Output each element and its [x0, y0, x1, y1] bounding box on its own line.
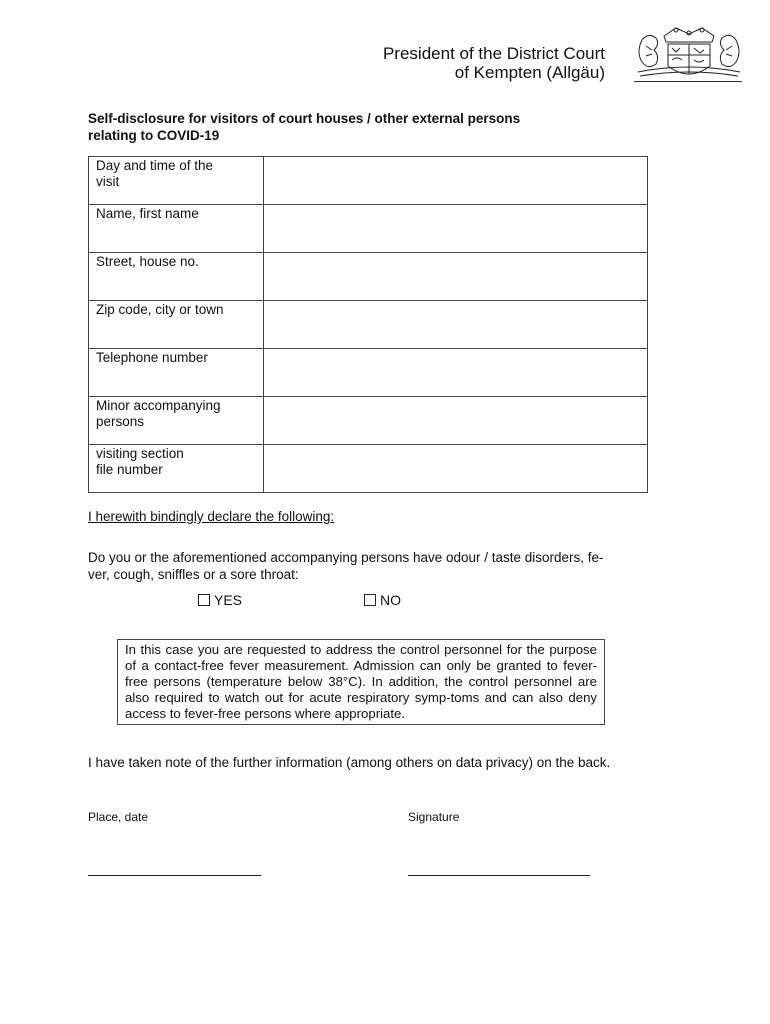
yes-checkbox[interactable] — [198, 594, 210, 606]
zip-city-field[interactable] — [264, 301, 648, 349]
table-row — [89, 445, 648, 493]
signature-label: Signature — [408, 810, 460, 824]
place-date-line[interactable] — [88, 875, 261, 876]
signature-line[interactable] — [408, 875, 590, 876]
yes-label: YES — [214, 592, 243, 608]
field-label: Minor accompanying persons — [89, 397, 264, 445]
header-line-1: President of the District Court — [382, 44, 605, 63]
question-line-1: Do you or the aforementioned accompanying persons have odour / taste disorders, fe- — [88, 550, 604, 565]
header-line-2: of Kempten (Allgäu) — [454, 63, 605, 82]
field-label: visiting section file number — [89, 445, 264, 493]
declaration-heading: I herewith bindingly declare the following: — [88, 509, 335, 524]
privacy-note: I have taken note of the further information (among others on data privacy) on the back. — [88, 755, 611, 770]
table-row — [89, 157, 648, 205]
title-line-2: relating to COVID-19 — [88, 128, 220, 143]
yes-option[interactable] — [198, 592, 242, 608]
fever-notice-box: In this case you are requested to address the control personnel for the purpose of a contact-free fever measurement. Admission can only be granted to fever-free persons (temperature below 38°C). In addition, the control personnel are also required to watch out for acute respiratory symp-toms and can also deny access to fever-free persons where appropriate. — [117, 639, 605, 725]
title-line-1: Self-disclosure for visitors of court houses / other external persons — [88, 111, 521, 126]
table-row — [89, 349, 648, 397]
field-label: Zip code, city or town — [89, 301, 264, 349]
field-label: Name, first name — [89, 205, 264, 253]
telephone-field[interactable] — [264, 349, 648, 397]
file-number-field[interactable] — [264, 445, 648, 493]
visit-time-field[interactable] — [264, 157, 648, 205]
court-header — [383, 44, 605, 82]
visitor-info-table — [88, 156, 648, 493]
table-row — [89, 397, 648, 445]
table-row — [89, 301, 648, 349]
no-checkbox[interactable] — [364, 594, 376, 606]
symptom-question — [88, 549, 636, 583]
form-title — [88, 110, 648, 144]
street-field[interactable] — [264, 253, 648, 301]
coat-of-arms-icon — [634, 22, 744, 84]
table-row — [89, 253, 648, 301]
place-date-label: Place, date — [88, 810, 149, 824]
table-row — [89, 205, 648, 253]
no-label: NO — [380, 592, 401, 608]
question-line-2: ver, cough, sniffles or a sore throat: — [88, 567, 299, 582]
no-option[interactable] — [364, 592, 401, 608]
crest-underline — [634, 81, 742, 82]
name-field[interactable] — [264, 205, 648, 253]
field-label: Day and time of the visit — [89, 157, 264, 205]
minor-persons-field[interactable] — [264, 397, 648, 445]
field-label: Telephone number — [89, 349, 264, 397]
field-label: Street, house no. — [89, 253, 264, 301]
